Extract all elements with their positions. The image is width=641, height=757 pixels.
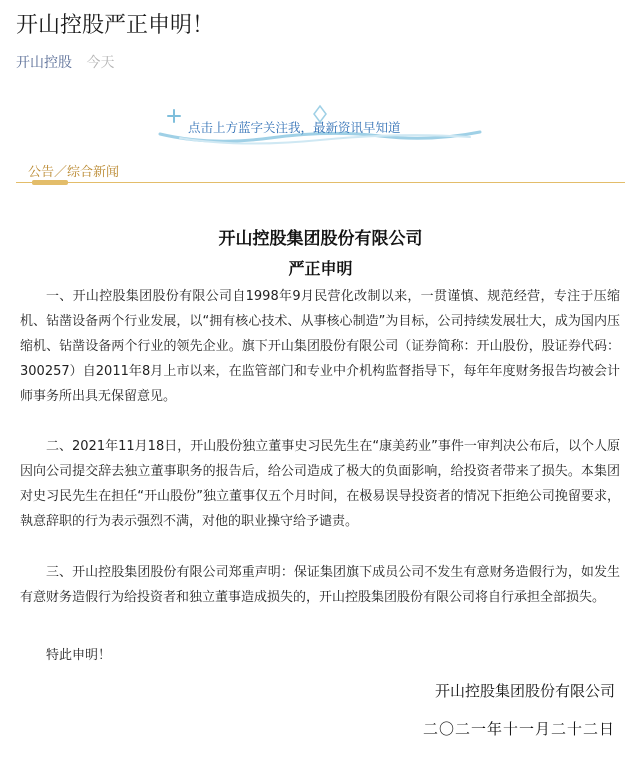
account-name-link[interactable]: 开山控股 <box>16 55 72 71</box>
category-bar <box>16 156 625 183</box>
signature-date: 二〇二一年十一月二十二日 <box>422 720 615 738</box>
document-closing: 特此申明！ <box>46 648 112 663</box>
article-meta <box>16 52 114 72</box>
document-paragraph-3: 三、开山控股集团股份有限公司郑重声明：保证集团旗下成员公司不发生有意财务造假行为，如发生有意财务造假行为给投资者和独立董事造成损失的，开山控股集团股份有限公司将自行承担全部损失。 <box>20 565 620 605</box>
article-title: 开山控股严正申明！ <box>16 13 215 38</box>
category-label[interactable]: 公告／综合新闻 <box>28 165 120 180</box>
document-heading: 严正申明 <box>288 259 353 278</box>
document-company-title: 开山控股集团股份有限公司 <box>218 229 423 249</box>
signature-company: 开山控股集团股份有限公司 <box>434 682 615 700</box>
document-paragraph-1: 一、开山控股集团股份有限公司自1998年9月民营化改制以来，一贯谨慎、规范经营，专注于压缩机、钻凿设备两个行业发展，以“拥有核心技术、从事核心制造”为目标，公司持续发展壮大，成为国内压缩机、钻凿设备两个行业的领先企业。旗下开山集团股份有限公司（证券简称：开山股份，股证券代码：300257）自2011年8月上市以来，在监管部门和专业中介机构监督指导下，每年年度财务报告均被会计师事务所出具无保留意见。 <box>20 289 620 404</box>
follow-prompt-text: 点击上方蓝字关注我，最新资讯早知道 <box>188 120 401 135</box>
category-underline-marker <box>32 180 68 185</box>
follow-banner[interactable] <box>150 104 490 146</box>
publish-time: 今天 <box>86 55 115 71</box>
document-paragraph-2: 二、2021年11月18日，开山股份独立董事史习民先生在“康美药业”事件一审判决公布后，以个人原因向公司提交辞去独立董事职务的报告后，给公司造成了极大的负面影响，给投资者带来了损失。本集团对史习民先生在担任“开山股份”独立董事仅五个月时间，在极易误导投资者的情况下拒绝公司挽留要求，執意辞职的行为表示强烈不满，对他的职业操守给予谴责。 <box>20 439 620 529</box>
